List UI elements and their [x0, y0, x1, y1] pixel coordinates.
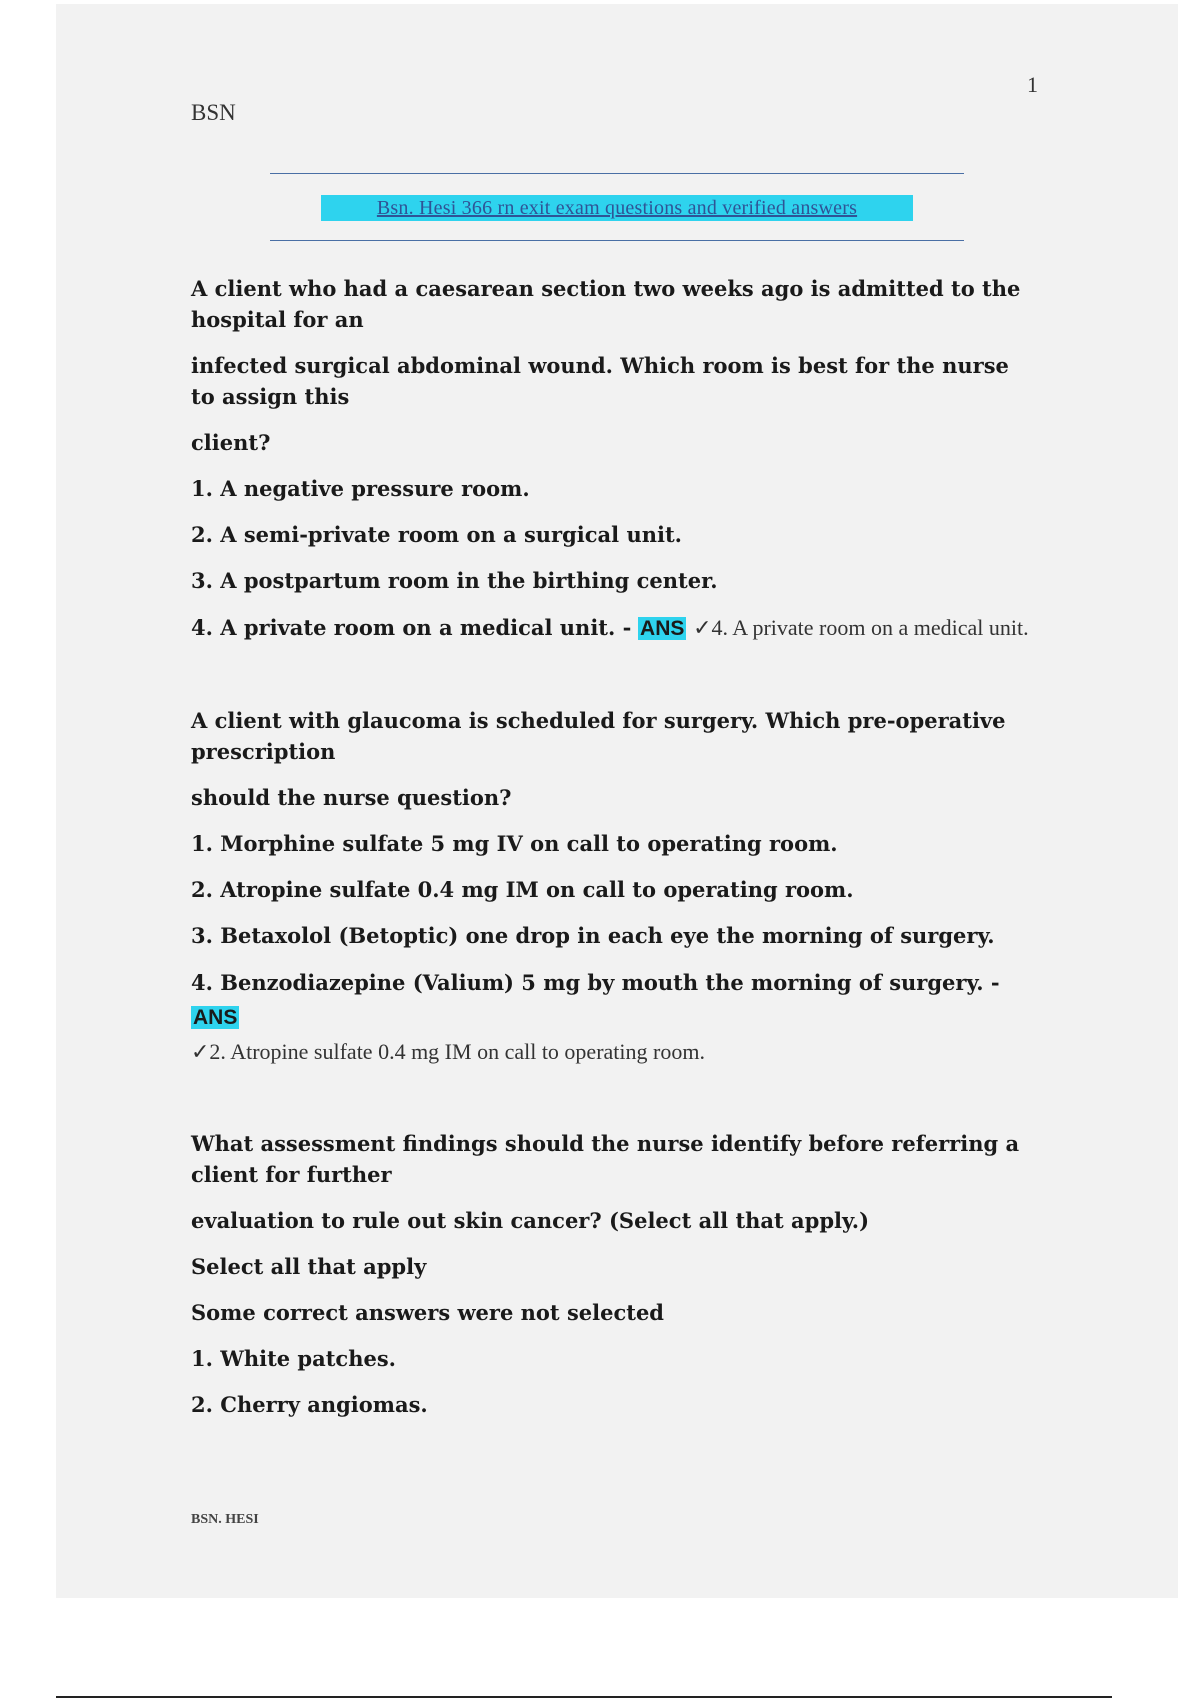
page-number: 1 [1027, 72, 1038, 97]
answer-option: 1. A negative pressure room. [191, 476, 530, 501]
answer-option: 3. A postpartum room in the birthing center. [191, 568, 718, 593]
title-rule-bottom [270, 240, 964, 241]
correct-answer: ✓2. Atropine sulfate 0.4 mg IM on call to operating room. [191, 1039, 705, 1064]
answer-option: 2. Atropine sulfate 0.4 mg IM on call to operating room. [191, 877, 854, 902]
question-stem-line: A client with glaucoma is scheduled for surgery. Which pre-operative prescription [191, 708, 1006, 764]
answer-option: 2. Cherry angiomas. [191, 1392, 428, 1417]
header-label: BSN [191, 100, 236, 125]
ans-highlight: ANS [640, 617, 685, 640]
question-stem-line: A client who had a caesarean section two weeks ago is admitted to the hospital for an [191, 276, 1021, 332]
question-stem-line: infected surgical abdominal wound. Which room is best for the nurse to assign this [191, 353, 1009, 409]
question-block [191, 273, 1031, 646]
correct-answer: ✓4. A private room on a medical unit. [693, 615, 1029, 640]
answer-option: 3. Betaxolol (Betoptic) one drop in each eye the morning of surgery. [191, 923, 995, 948]
question-stem-line: should the nurse question? [191, 785, 512, 810]
question-feedback: Some correct answers were not selected [191, 1300, 664, 1325]
footer-label: BSN. HESI [191, 1512, 259, 1527]
answer-option: 1. White patches. [191, 1346, 396, 1371]
answer-option: 4. Benzodiazepine (Valium) 5 mg by mouth the morning of surgery. - [191, 970, 1000, 995]
answer-option: 1. Morphine sulfate 5 mg IV on call to operating room. [191, 831, 838, 856]
questions-content [191, 273, 1031, 1435]
title-rule-top [270, 173, 964, 174]
question-stem-line: client? [191, 430, 271, 455]
answer-option: 2. A semi-private room on a surgical unit. [191, 522, 682, 547]
document-title: Bsn. Hesi 366 rn exit exam questions and verified answers [321, 195, 913, 221]
question-stem-line: evaluation to rule out skin cancer? (Select all that apply.) [191, 1208, 870, 1233]
bottom-rule [56, 1696, 1112, 1698]
answer-option-with-key [191, 611, 1031, 646]
question-instruction: Select all that apply [191, 1254, 427, 1279]
answer-option: 4. A private room on a medical unit. - [191, 615, 632, 640]
question-block [191, 705, 1031, 1069]
question-stem-line: What assessment findings should the nurse identify before referring a client for further [191, 1131, 1020, 1187]
answer-option-with-key [191, 966, 1031, 1069]
ans-highlight: ANS [193, 1006, 238, 1029]
question-block [191, 1128, 1031, 1420]
